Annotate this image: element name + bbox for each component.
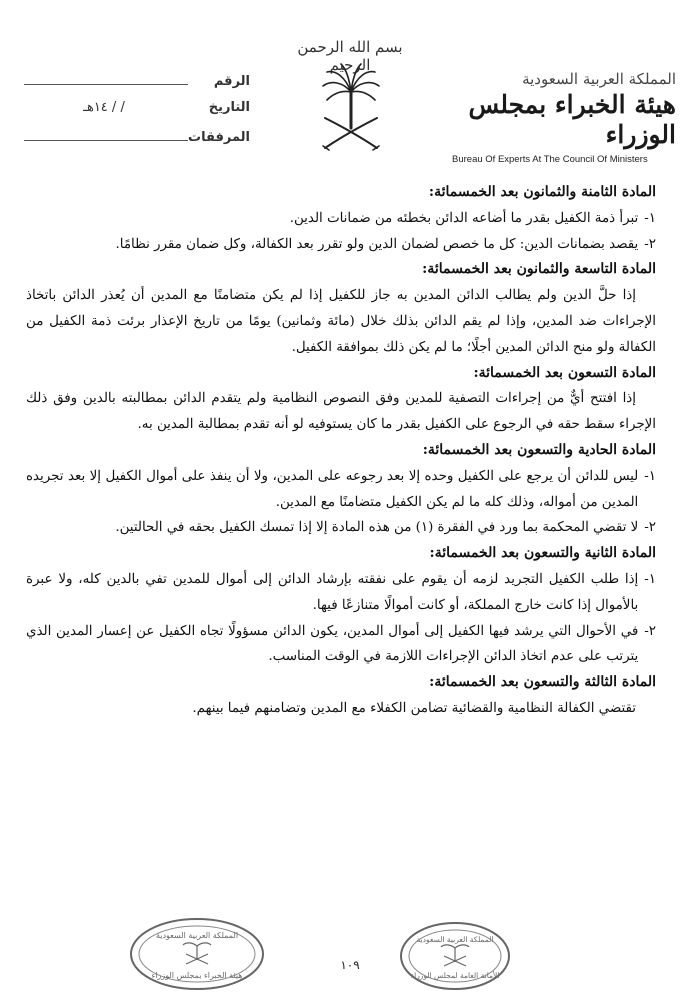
article-paragraph: تقتضي الكفالة النظامية والقضائية تضامن الكفلاء مع المدين وتضامنهم فيما بينهم. (192, 700, 636, 716)
official-seal-stamp-right (398, 920, 512, 992)
reference-number-field (20, 72, 250, 100)
article-clause (26, 206, 656, 232)
article-title: المادة الثالثة والتسعون بعد الخمسمائة: (429, 674, 656, 691)
clause-text: تبرأ ذمة الكفيل بقدر ما أضاعه الدائن بخطئه من ضمانات الدين. (289, 210, 639, 226)
stamp-right-top-text: المملكة العربية السعودية (416, 935, 494, 944)
bureau-name-arabic: هيئة الخبراء بمجلس الوزراء (468, 90, 676, 149)
bismillah: بسم الله الرحمن الرحيم (297, 38, 403, 74)
attachments-field (20, 128, 250, 156)
article-paragraph: إذا حلَّ الدين ولم يطالب الدائن المدين به جاز للكفيل إذا لم يكن متضامنًا مع المدين أن يُعذر الدائن باتخاذ الإجراءات ضد المدين، وإذا لم يقم الدائن بذلك خلال (مائة وثمانين) يومًا من تاريخ الإعذار برئت ذمة الكفيل من الكفالة ولو منح الدائن المدين أجلًا؛ ما لم يكن ذلك بموافقة الكفيل. (26, 288, 656, 355)
stamp-right-bottom-text: الأمانة العامة لمجلس الوزراء (410, 971, 500, 980)
clause-number: ٢- (644, 623, 656, 639)
stamp-left-bottom-text: هيئة الخبراء بمجلس الوزراء (151, 971, 243, 980)
article-paragraph: إذا افتتح أيٌّ من إجراءات التصفية للمدين وفق النصوص النظامية ولم يتقدم الدائن بمطالبته بالدين وفق ذلك الإجراء سقط حقه في الرجوع على الكفيل بقدر ما كان يستوفيه لو أنه تقدم بمطالبة المدين به. (26, 391, 656, 433)
clause-text: لا تقضي المحكمة بما ورد في الفقرة (١) من هذه المادة إلا إذا تمسك الكفيل بحقه في الحالتين. (115, 520, 639, 536)
document-body (26, 180, 656, 722)
attachments-label: المرفقات (188, 130, 250, 145)
clause-number: ٢- (644, 236, 656, 252)
kingdom-name: المملكة العربية السعودية (522, 70, 676, 88)
article-title: المادة الحادية والتسعون بعد الخمسمائة: (422, 441, 656, 458)
article-clause (26, 515, 656, 541)
date-field (20, 100, 250, 128)
stamp-left-top-text: المملكة العربية السعودية (155, 931, 239, 940)
clause-number: ١- (644, 210, 656, 226)
article-title: المادة الثامنة والثمانون بعد الخمسمائة: (428, 184, 656, 200)
clause-text: ليس للدائن أن يرجع على الكفيل وحده إلا بعد رجوعه على المدين، ولا أن ينفذ على أموال الكفيل إلا بعد تجريده المدين من أمواله، وذلك كله ما لم يكن الكفيل متضامنًا مع المدين. (26, 468, 639, 510)
article-title: المادة الثانية والتسعون بعد الخمسمائة: (429, 545, 656, 562)
document-meta-fields (20, 72, 250, 156)
palm-swords-emblem-icon (315, 62, 387, 152)
clause-number: ١- (644, 571, 656, 587)
page-number: ١٠٩ (340, 958, 360, 972)
article-clause (26, 567, 656, 619)
date-label: التاريخ (208, 100, 250, 115)
clause-number: ٢- (644, 520, 656, 536)
reference-number-line (24, 72, 188, 85)
article-clause (26, 232, 656, 258)
organization-letterhead (446, 70, 676, 165)
article-title: المادة التاسعة والثمانون بعد الخمسمائة: (422, 261, 656, 278)
clause-text: يقصد بضمانات الدين: كل ما خصص لضمان الدين ولو تقرر بعد الكفالة، وكل ضمان مقرر نظامًا. (115, 236, 639, 252)
clause-text: في الأحوال التي يرشد فيها الكفيل إلى أموال المدين، يكون الدائن مسؤولًا تجاه الكفيل عن إعسار المدين الذي يترتب على عدم اتخاذ الدائن الإجراءات اللازمة في الوقت المناسب. (26, 623, 639, 665)
reference-number-label: الرقم (213, 74, 250, 89)
clause-text: إذا طلب الكفيل التجريد لزمه أن يقوم على نفقته بإرشاد الدائن إلى أموال للمدين تفي بالدين كله، ولا عبرة بالأموال إذا كانت خارج المملكة، أو كانت أموالًا متنازعًا فيها. (26, 571, 639, 613)
date-value: / / ١٤هـ (83, 100, 125, 115)
article-title: المادة التسعون بعد الخمسمائة: (473, 364, 656, 381)
official-seal-stamp-left (128, 916, 266, 992)
clause-number: ١- (644, 468, 656, 484)
article-clause (26, 619, 656, 671)
article-clause (26, 464, 656, 516)
bureau-name-english: Bureau Of Experts At The Council Of Ministers (452, 154, 648, 165)
attachments-line (24, 128, 188, 141)
